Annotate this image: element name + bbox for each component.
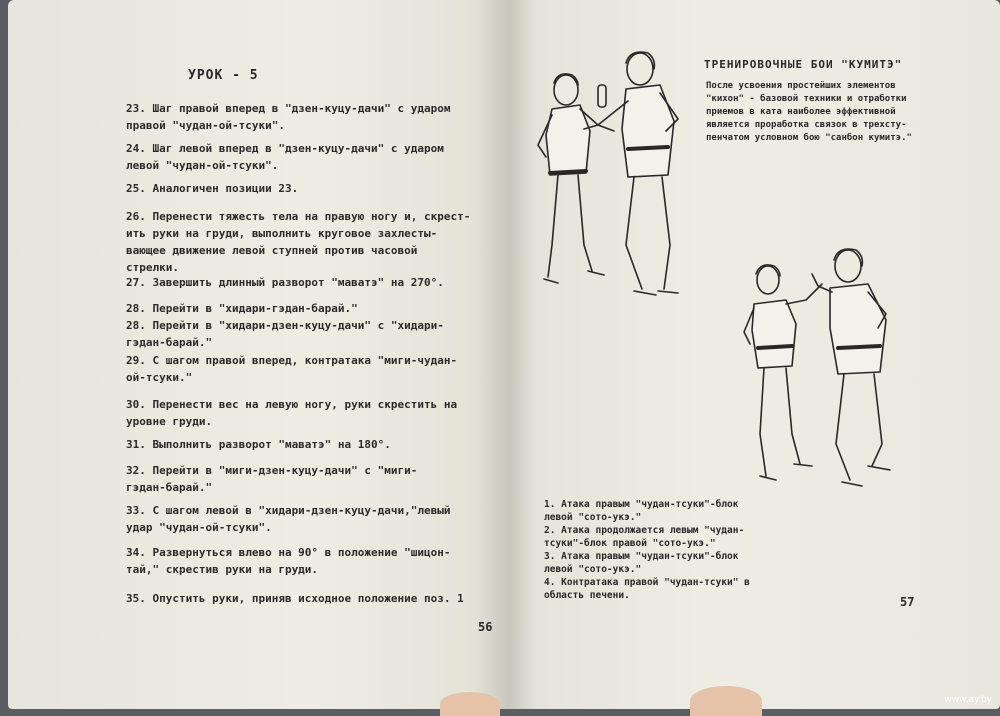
watermark: www.ay.by <box>944 695 992 705</box>
instruction-item: 29. С шагом правой вперед, контратака "миги-чудан- ой-тсуки." <box>126 354 458 384</box>
section-header: ТРЕНИРОВОЧНЫЕ БОИ "КУМИТЭ" <box>704 58 903 71</box>
caption-item: 4. Контратака правой "чудан-тсуки" в область печени. <box>544 577 750 601</box>
instruction-item: 26. Перенести тяжесть тела на правую ногу и, скрест- ить руки на груди, выполнить круговое захлесты- вающее движение левой ступней против часовой стрелки. <box>126 210 471 274</box>
instruction-item: 24. Шаг левой вперед в "дзен-куцу-дачи" с ударом левой "чудан-ой-тсуки". <box>126 142 444 172</box>
right-page <box>508 0 1000 709</box>
instruction-item: 32. Перейти в "миги-дзен-куцу-дачи" с "миги- гэдан-барай." <box>126 464 418 494</box>
caption-item: 2. Атака продолжается левым "чудан- тсуки"-блок правой "сото-укэ." <box>544 525 745 549</box>
karate-illustration-1 <box>518 45 718 305</box>
karate-illustration-2 <box>734 244 924 494</box>
caption-item: 3. Атака правым "чудан-тсуки"-блок левой "сото-укэ." <box>544 551 739 575</box>
lesson-header: УРОК - 5 <box>188 68 259 83</box>
instruction-item: 25. Аналогичен позиции 23. <box>126 182 299 195</box>
page-number: 57 <box>900 595 915 609</box>
instruction-item: 23. Шаг правой вперед в "дзен-куцу-дачи" с ударом правой "чудан-ой-тсуки". <box>126 102 451 132</box>
finger-left <box>440 692 500 716</box>
intro-paragraph: После усвоения простейших элементов "кихон" - базовой техники и отработки приемов в ката наиболее эффективной является проработка связок в трехсту- пенчатом условном бою "санбон кумитэ." <box>706 81 912 143</box>
page-number: 56 <box>478 620 493 634</box>
instruction-item: 30. Перенести вес на левую ногу, руки скрестить на уровне груди. <box>126 398 458 428</box>
finger-right <box>690 686 762 716</box>
instruction-item: 35. Опустить руки, приняв исходное положение поз. 1 <box>126 592 464 605</box>
instruction-item: 27. Завершить длинный разворот "маватэ" на 270°. <box>126 276 444 289</box>
instruction-item: 33. С шагом левой в "хидари-дзен-куцу-дачи,"левый удар "чудан-ой-тсуки". <box>126 504 451 534</box>
left-page <box>8 0 508 709</box>
caption-list <box>544 498 824 602</box>
instruction-item: 34. Развернуться влево на 90° в положение "шицон- тай," скрестив руки на груди. <box>126 546 451 576</box>
instruction-item: 28. Перейти в "хидари-гэдан-барай." 28. Перейти в "хидари-дзен-куцу-дачи" с "хидари- гэдан-барай." <box>126 302 444 349</box>
instruction-item: 31. Выполнить разворот "маватэ" на 180°. <box>126 438 391 451</box>
caption-item: 1. Атака правым "чудан-тсуки"-блок левой "сото-укэ." <box>544 499 739 523</box>
